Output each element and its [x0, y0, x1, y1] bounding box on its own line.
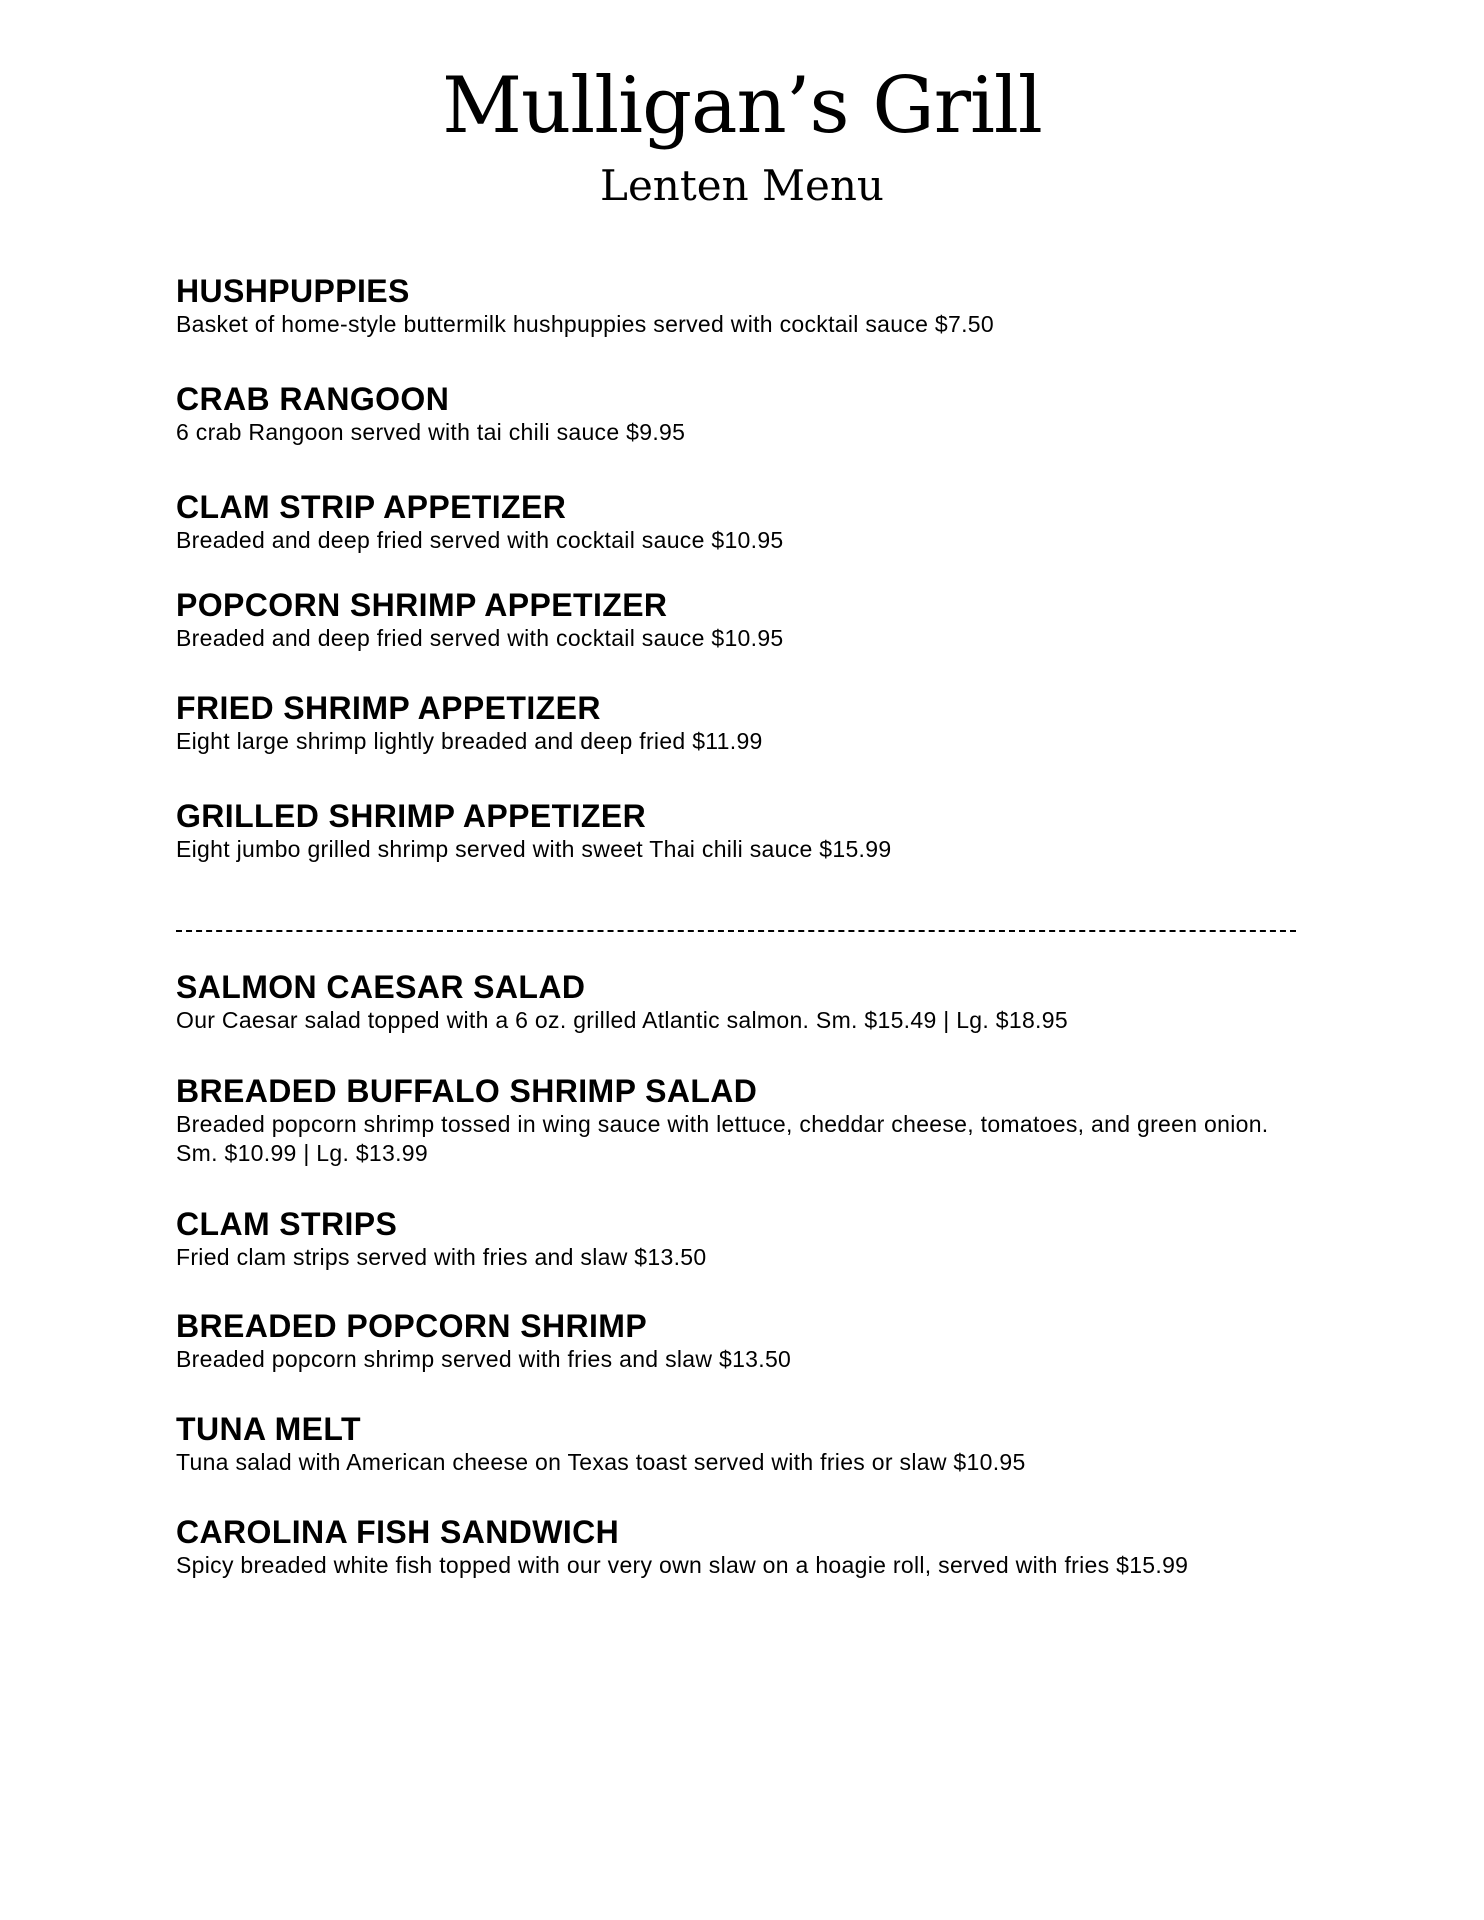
menu-item-name: HUSHPUPPIES [176, 273, 410, 309]
menu-item-description: Eight large shrimp lightly breaded and deep fried $11.99 [176, 728, 763, 754]
menu-item-salmon-caesar-salad [176, 968, 1316, 1035]
menu-item-tuna-melt [176, 1410, 1316, 1477]
menu-item-crab-rangoon [176, 380, 1316, 447]
menu-item-name: BREADED BUFFALO SHRIMP SALAD [176, 1073, 758, 1109]
menu-item-name: BREADED POPCORN SHRIMP [176, 1308, 648, 1344]
menu-item-description: Basket of home-style buttermilk hushpuppies served with cocktail sauce $7.50 [176, 311, 994, 337]
menu-item-description: Tuna salad with American cheese on Texas toast served with fries or slaw $10.95 [176, 1449, 1026, 1475]
menu-item-name: POPCORN SHRIMP APPETIZER [176, 587, 668, 623]
menu-item-name: SALMON CAESAR SALAD [176, 969, 586, 1005]
menu-item-name: CAROLINA FISH SANDWICH [176, 1514, 620, 1550]
menu-item-name: CLAM STRIP APPETIZER [176, 489, 567, 525]
menu-item-description: Fried clam strips served with fries and slaw $13.50 [176, 1244, 707, 1270]
menu-item-popcorn-shrimp-appetizer [176, 586, 1316, 653]
menu-item-name: CLAM STRIPS [176, 1206, 398, 1242]
menu-item-description: Breaded popcorn shrimp served with fries and slaw $13.50 [176, 1346, 792, 1372]
menu-item-description: Breaded and deep fried served with cocktail sauce $10.95 [176, 527, 784, 553]
menu-item-description: Eight jumbo grilled shrimp served with sweet Thai chili sauce $15.99 [176, 836, 892, 862]
menu-item-name: GRILLED SHRIMP APPETIZER [176, 798, 647, 834]
menu-item-description: Spicy breaded white fish topped with our very own slaw on a hoagie roll, served with fries $15.99 [176, 1552, 1189, 1578]
section-divider [176, 930, 1296, 932]
menu-item-name: TUNA MELT [176, 1411, 361, 1447]
menu-item-fried-shrimp-appetizer [176, 689, 1316, 756]
menu-item-grilled-shrimp-appetizer [176, 797, 1316, 864]
menu-item-clam-strip-appetizer [176, 488, 1316, 555]
menu-subtitle: Lenten Menu [600, 161, 884, 210]
menu-item-name: CRAB RANGOON [176, 381, 450, 417]
menu-item-carolina-fish-sandwich [176, 1513, 1316, 1580]
menu-item-clam-strips [176, 1205, 1316, 1272]
menu-item-description: Breaded popcorn shrimp tossed in wing sauce with lettuce, cheddar cheese, tomatoes, and green onion. Sm. $10.99 | Lg. $13.99 [176, 1111, 1269, 1166]
menu-item-hushpuppies [176, 272, 1316, 339]
menu-item-breaded-popcorn-shrimp [176, 1307, 1316, 1374]
menu-item-description: 6 crab Rangoon served with tai chili sauce $9.95 [176, 419, 686, 445]
menu-item-breaded-buffalo-shrimp-salad [176, 1072, 1316, 1168]
restaurant-title: Mulligan’s Grill [442, 61, 1042, 151]
menu-item-description: Our Caesar salad topped with a 6 oz. grilled Atlantic salmon. Sm. $15.49 | Lg. $18.95 [176, 1007, 1068, 1033]
menu-item-name: FRIED SHRIMP APPETIZER [176, 690, 601, 726]
menu-item-description: Breaded and deep fried served with cocktail sauce $10.95 [176, 625, 784, 651]
